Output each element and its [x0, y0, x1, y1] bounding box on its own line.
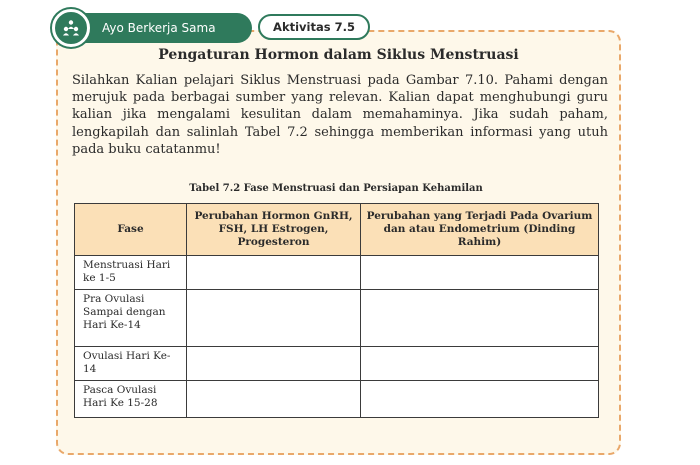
- table-header-row: [75, 204, 599, 256]
- table-caption: Tabel 7.2 Fase Menstruasi dan Persiapan Kehamilan: [189, 183, 483, 194]
- cooperation-badge: [70, 13, 252, 43]
- phase-cell: Ovulasi Hari Ke-14: [75, 347, 187, 381]
- header-phase: Fase: [75, 204, 187, 256]
- page-title: Pengaturan Hormon dalam Siklus Menstruasi: [158, 47, 519, 63]
- hormone-cell[interactable]: [187, 256, 361, 290]
- header-ovary-endometrium-change: Perubahan yang Terjadi Pada Ovarium dan atau Endometrium (Dinding Rahim): [361, 204, 599, 256]
- activity-number-badge: [258, 14, 370, 40]
- hormone-cell[interactable]: [187, 381, 361, 418]
- table-row: [75, 290, 599, 347]
- hormone-cell[interactable]: [187, 290, 361, 347]
- phase-cell: Pra Ovulasi Sampai dengan Hari Ke-14: [75, 290, 187, 347]
- hormone-cell[interactable]: [187, 347, 361, 381]
- badge-label: Ayo Berkerja Sama: [102, 21, 216, 35]
- change-cell[interactable]: [361, 347, 599, 381]
- instruction-paragraph: Silahkan Kalian pelajari Siklus Menstruasi pada Gambar 7.10. Pahami dengan merujuk pada berbagai sumber yang relevan. Kalian dapat menghubungi guru kalian jika mengalami kesulitan dalam memahaminya. Jika sudah paham, lengkapilah dan salinlah Tabel 7.2 sehingga memberikan informasi yang utuh pada buku catatanmu!: [72, 73, 608, 157]
- table-row: [75, 347, 599, 381]
- table-row: [75, 256, 599, 290]
- activity-label: Aktivitas 7.5: [273, 20, 355, 34]
- phase-cell: Pasca Ovulasi Hari Ke 15-28: [75, 381, 187, 418]
- menstrual-phase-table: [74, 203, 599, 418]
- change-cell[interactable]: [361, 256, 599, 290]
- table-row: [75, 381, 599, 418]
- phase-cell: Menstruasi Hari ke 1-5: [75, 256, 187, 290]
- header-hormone-change: Perubahan Hormon GnRH, FSH, LH Estrogen, Progesteron: [187, 204, 361, 256]
- change-cell[interactable]: [361, 290, 599, 347]
- change-cell[interactable]: [361, 381, 599, 418]
- group-people-icon: [52, 9, 90, 47]
